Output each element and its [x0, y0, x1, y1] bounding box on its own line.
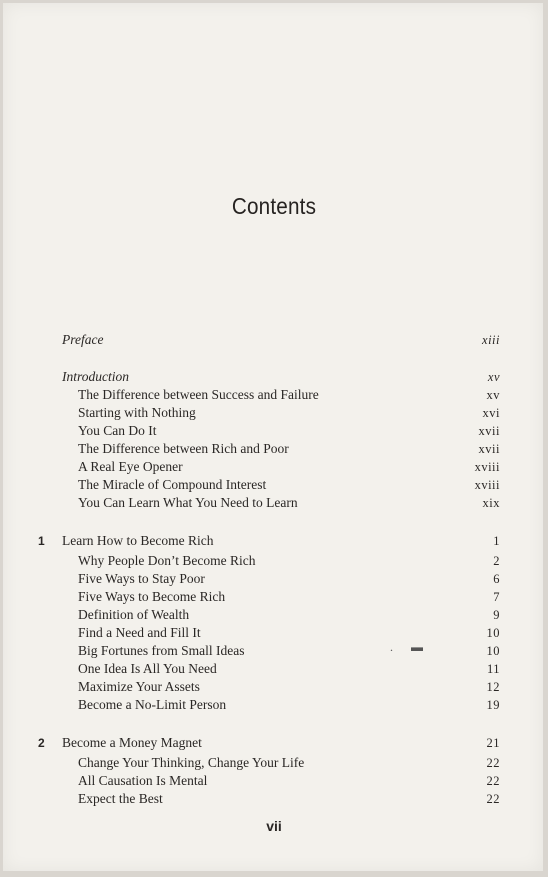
toc-chapter-1 [0, 532, 548, 550]
toc-subentry-label: You Can Do It [78, 423, 157, 438]
toc-subentry [0, 606, 548, 624]
toc-entry-introduction [0, 368, 548, 386]
toc-subentry [0, 458, 548, 476]
toc-subentry [0, 422, 548, 440]
toc-subentry-label: Find a Need and Fill It [78, 625, 201, 640]
toc-subentry [0, 476, 548, 494]
toc-subentry-page: xvii [478, 424, 500, 438]
toc-entry-page: xiii [482, 333, 500, 347]
toc-chapter-2 [0, 734, 548, 752]
chapter-page: 21 [486, 736, 500, 750]
toc-subentry-page: 2 [493, 554, 500, 568]
toc-entry-preface [0, 331, 548, 349]
toc-subentry-page: xviii [474, 460, 500, 474]
toc-subentry-page: xviii [474, 478, 500, 492]
chapter-title: Become a Money Magnet [62, 735, 202, 750]
toc-subentry [0, 642, 548, 660]
toc-subentry-page: xvi [482, 406, 500, 420]
toc-subentry-page: xv [486, 388, 500, 402]
toc-subentry-label: All Causation Is Mental [78, 773, 208, 788]
toc-subentry-page: 19 [486, 698, 500, 712]
toc-subentry-label: Starting with Nothing [78, 405, 196, 420]
toc-subentry-label: The Miracle of Compound Interest [78, 477, 267, 492]
toc-subentry-label: Big Fortunes from Small Ideas [78, 643, 245, 658]
toc-subentry-label: You Can Learn What You Need to Learn [78, 495, 298, 510]
toc-subentry-label: Become a No-Limit Person [78, 697, 227, 712]
stray-marks: . ▬ [390, 640, 423, 654]
toc-subentry-page: 9 [493, 608, 500, 622]
toc-subentry-label: The Difference between Rich and Poor [78, 441, 289, 456]
toc-subentry [0, 696, 548, 714]
toc-subentry [0, 494, 548, 512]
toc-subentry-label: Expect the Best [78, 791, 163, 806]
toc-subentry-page: 7 [493, 590, 500, 604]
toc-subentry [0, 790, 548, 808]
toc-subentry-page: xix [482, 496, 500, 510]
toc-subentry-label: The Difference between Success and Failure [78, 387, 319, 402]
toc-subentry-page: 22 [486, 756, 500, 770]
toc-subentry [0, 404, 548, 422]
toc-subentry [0, 552, 548, 570]
toc-subentry-label: Why People Don’t Become Rich [78, 553, 256, 568]
toc-subentry-label: A Real Eye Opener [78, 459, 183, 474]
toc-subentry-page: 22 [486, 774, 500, 788]
toc-subentry-page: 22 [486, 792, 500, 806]
toc-subentry-label: Change Your Thinking, Change Your Life [78, 755, 305, 770]
toc-subentry [0, 570, 548, 588]
toc-subentry-label: Five Ways to Become Rich [78, 589, 226, 604]
toc-subentry-label: One Idea Is All You Need [78, 661, 217, 676]
page-title: Contents [231, 193, 317, 219]
toc-subentry-label: Five Ways to Stay Poor [78, 571, 205, 586]
toc-subentry-label: Maximize Your Assets [78, 679, 200, 694]
toc-subentry-label: Definition of Wealth [78, 607, 190, 622]
toc-subentry [0, 588, 548, 606]
toc-subentry [0, 754, 548, 772]
toc-entry-label: Introduction [62, 369, 129, 384]
toc-subentry [0, 660, 548, 678]
toc-subentry [0, 678, 548, 696]
toc-subentry-page: xvii [478, 442, 500, 456]
toc-subentry [0, 624, 548, 642]
toc-subentry-page: 11 [486, 662, 500, 676]
chapter-page: 1 [493, 534, 500, 548]
toc-entry-label: Preface [62, 332, 104, 347]
toc-subentry-page: 10 [486, 626, 500, 640]
chapter-number: 2 [38, 736, 45, 750]
chapter-number: 1 [38, 534, 45, 548]
toc-subentry [0, 386, 548, 404]
toc-subentry [0, 772, 548, 790]
toc-entry-page: xv [487, 370, 500, 384]
toc-subentry-page: 10 [486, 644, 500, 658]
toc-subentry [0, 440, 548, 458]
chapter-title: Learn How to Become Rich [62, 533, 214, 548]
page-number: vii [266, 818, 282, 834]
toc-subentry-page: 12 [486, 680, 500, 694]
toc-subentry-page: 6 [493, 572, 500, 586]
